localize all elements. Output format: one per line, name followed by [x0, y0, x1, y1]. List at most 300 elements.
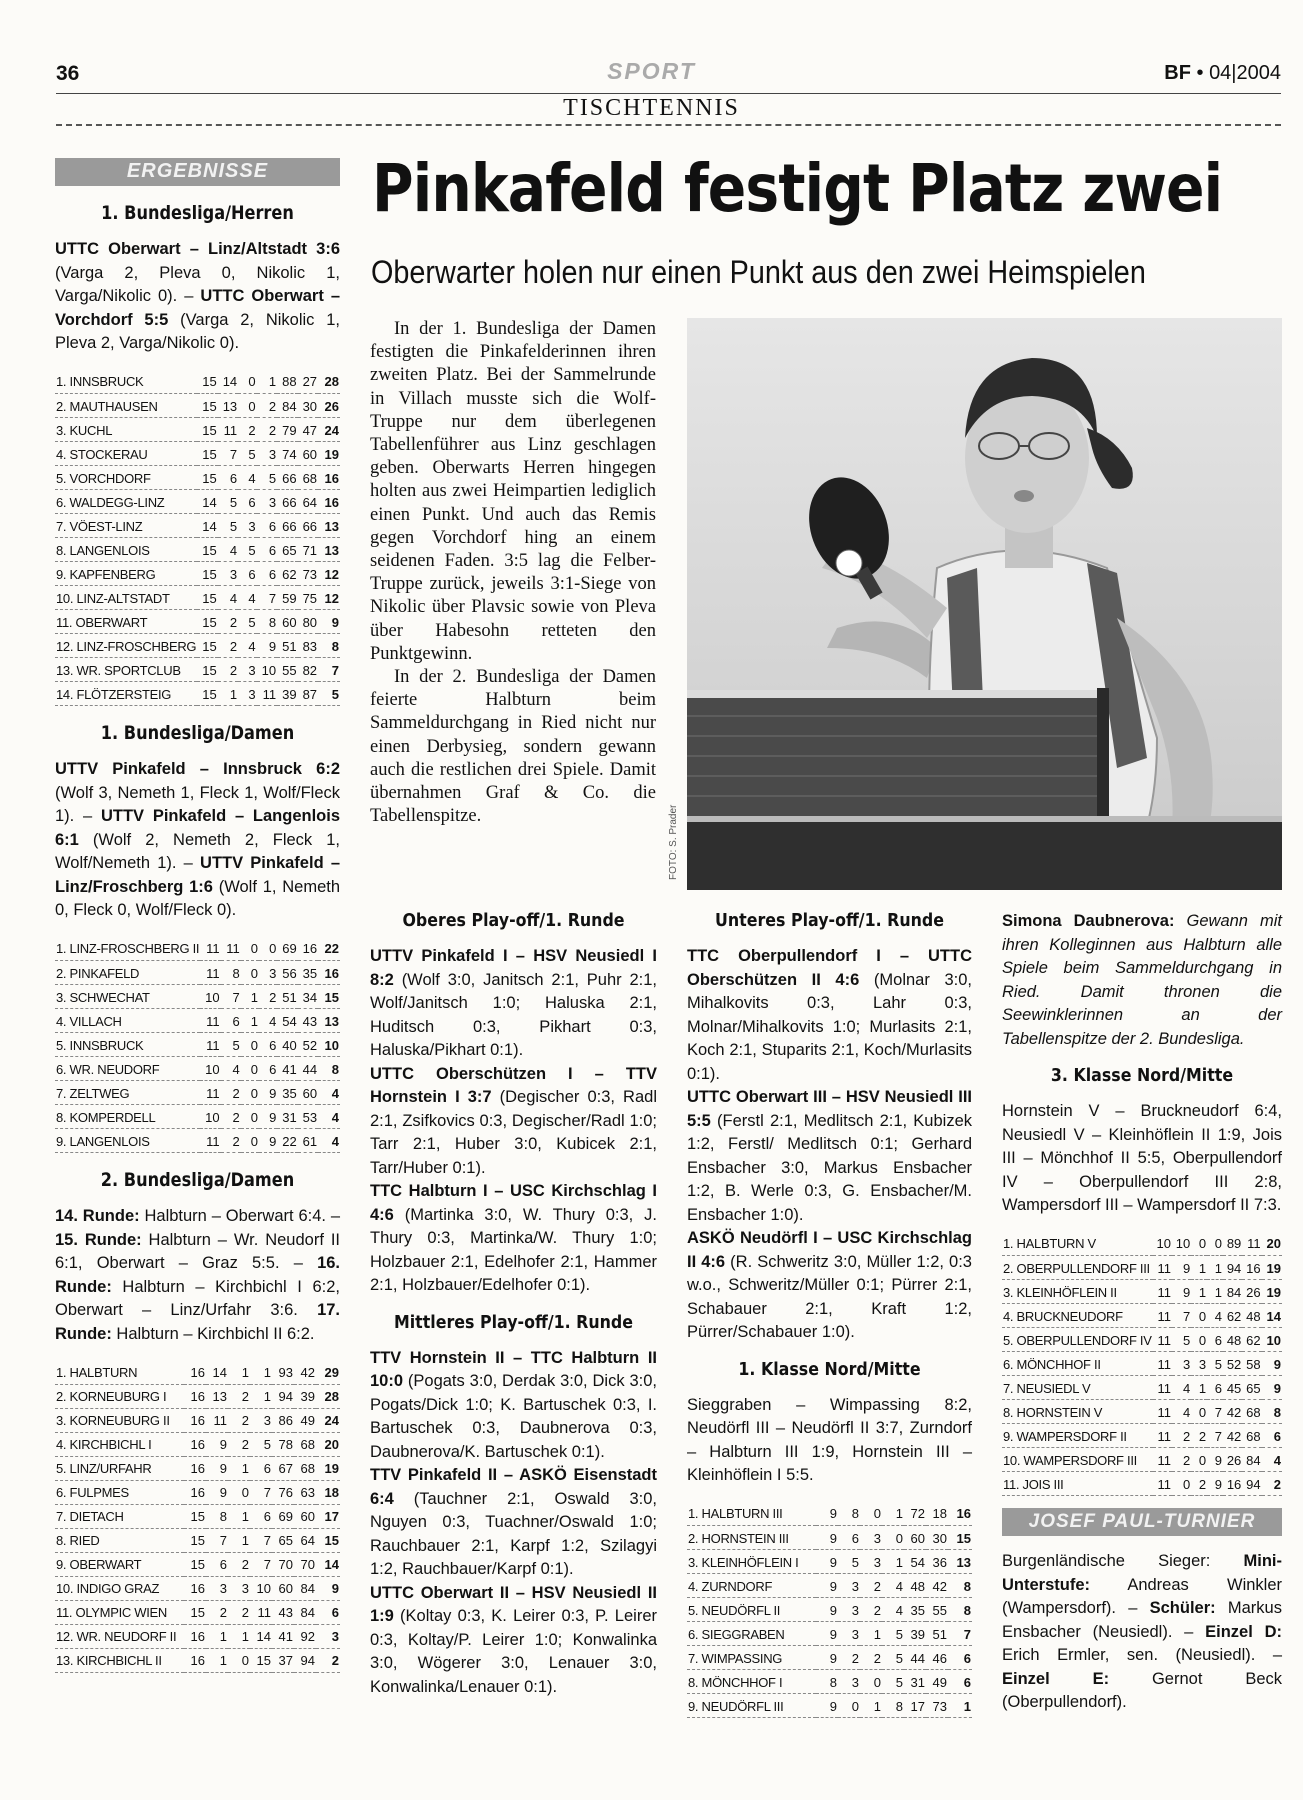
stat-cell: 70 — [294, 1552, 316, 1576]
match-report — [370, 1582, 657, 1700]
table-row — [55, 1033, 340, 1057]
team-name: 1. HALBTURN III — [687, 1502, 816, 1526]
stat-cell: 80 — [298, 610, 318, 634]
stat-cell: 10 — [200, 1105, 220, 1129]
stat-cell: 10 — [200, 1057, 220, 1081]
stat-cell: 39 — [904, 1622, 926, 1646]
match-detail: (Tauchner 2:1, Oswald 3:0, Nguyen 0:3, Tuachner/Oswald 1:0; Rauchbauer 2:1, Karpf 1:2, Szilagyi 1:2, Rauchbauer/Karpf 0:1). — [370, 1489, 657, 1578]
team-name: 4. ZURNDORF — [687, 1574, 816, 1598]
table-row — [55, 370, 340, 394]
team-name: 5. NEUDÖRFL II — [687, 1598, 816, 1622]
stat-cell: 6 — [221, 1009, 241, 1033]
table-row — [55, 658, 340, 682]
stat-cell: 27 — [298, 370, 318, 394]
oberes-playoff-column — [370, 910, 657, 1699]
stat-cell: 1 — [860, 1622, 882, 1646]
stat-cell: 35 — [904, 1598, 926, 1622]
stat-cell: 39 — [294, 1384, 316, 1408]
stat-cell: 14 — [250, 1624, 272, 1648]
stat-cell: 11 — [1153, 1304, 1172, 1328]
round-label: 17. Runde: — [55, 1301, 340, 1343]
table-row — [55, 1408, 340, 1432]
stat-cell: 2 — [228, 1408, 250, 1432]
stat-cell: 67 — [272, 1456, 294, 1480]
stat-cell: 0 — [238, 370, 256, 394]
table-row — [1002, 1280, 1282, 1304]
team-name: 9. KAPFENBERG — [55, 562, 197, 586]
table-row — [1002, 1400, 1282, 1424]
stat-cell: 11 — [206, 1408, 228, 1432]
stat-cell: 11 — [1153, 1424, 1172, 1448]
team-name: 8. LANGENLOIS — [55, 538, 197, 562]
article-paragraph: In der 2. Bundesliga der Damen feierte Halbturn beim Sammeldurchgang in Ried nicht nur einen Derbysieg, sondern gewann auch die restlichen drei Spiele. Damit übernahmen Graf & Co. die Tabellenspitze. — [370, 667, 656, 827]
stat-cell: 10 — [1153, 1232, 1172, 1256]
match-report — [687, 1227, 972, 1345]
stat-cell: 16 — [1242, 1256, 1261, 1280]
table-row — [55, 1480, 340, 1504]
article-subheadline: Oberwarter holen nur einen Punkt aus den zwei Heimspielen — [371, 254, 1146, 290]
points-cell: 28 — [316, 1384, 340, 1408]
stat-cell: 15 — [250, 1648, 272, 1672]
stat-cell: 68 — [294, 1432, 316, 1456]
points-cell: 8 — [948, 1574, 972, 1598]
stat-cell: 9 — [1207, 1448, 1223, 1472]
stat-cell: 4 — [238, 586, 256, 610]
stat-cell: 71 — [298, 538, 318, 562]
damen-results-text — [55, 758, 340, 923]
category-winner: Markus Ensbacher (Neusiedl). – — [1002, 1599, 1282, 1641]
stat-cell: 1 — [228, 1456, 250, 1480]
team-name: 10. WAMPERSDORF III — [1002, 1448, 1153, 1472]
stat-cell: 1 — [1207, 1256, 1223, 1280]
stat-cell: 2 — [228, 1432, 250, 1456]
table-row — [687, 1502, 972, 1526]
match-result: TTV Pinkafeld II – ASKÖ Eisenstadt 6:4 — [370, 1466, 657, 1508]
table-row — [687, 1598, 972, 1622]
stat-cell: 41 — [277, 1057, 297, 1081]
table-row — [55, 1600, 340, 1624]
points-cell: 26 — [318, 394, 340, 418]
stat-cell: 6 — [257, 562, 277, 586]
table-row — [55, 394, 340, 418]
round-text: Halbturn – Kirchbichl II 6:2. — [111, 1324, 315, 1343]
table-row — [55, 1648, 340, 1672]
points-cell: 6 — [316, 1600, 340, 1624]
stat-cell: 66 — [277, 466, 297, 490]
stat-cell: 0 — [1172, 1472, 1191, 1496]
stat-cell: 84 — [1242, 1448, 1261, 1472]
stat-cell: 6 — [257, 514, 277, 538]
team-name: 4. BRUCKNEUDORF — [1002, 1304, 1153, 1328]
stat-cell: 7 — [250, 1552, 272, 1576]
stat-cell: 9 — [206, 1480, 228, 1504]
table-row — [55, 985, 340, 1009]
match-detail: (Molnar 3:0, Mihalkovits 0:3, Lahr 0:3, Molnar/Mihalkovits 1:0; Murlasits 2:1, Koch 2:1, Stuparits 2:1, Koch/Murlasits 0:1). — [687, 970, 972, 1083]
match-report — [687, 945, 972, 1086]
points-cell: 4 — [318, 1105, 340, 1129]
points-cell: 5 — [318, 682, 340, 706]
stat-cell: 70 — [272, 1552, 294, 1576]
table-row — [55, 466, 340, 490]
points-cell: 7 — [318, 658, 340, 682]
team-name: 4. STOCKERAU — [55, 442, 197, 466]
stat-cell: 60 — [904, 1526, 926, 1550]
stat-cell: 49 — [926, 1670, 948, 1694]
section-name: SPORT — [607, 58, 696, 84]
stat-cell: 2 — [221, 1129, 241, 1153]
stat-cell: 15 — [184, 1504, 206, 1528]
stat-cell: 47 — [298, 418, 318, 442]
stat-cell: 0 — [1191, 1448, 1207, 1472]
stat-cell: 13 — [206, 1384, 228, 1408]
stat-cell: 63 — [294, 1480, 316, 1504]
stat-cell: 26 — [1223, 1448, 1242, 1472]
match-result: ASKÖ Neudörfl I – USC Kirchschlag II 4:6 — [687, 1229, 972, 1271]
points-cell: 4 — [1262, 1448, 1282, 1472]
points-cell: 16 — [318, 490, 340, 514]
standings-table — [55, 937, 340, 1154]
stat-cell: 14 — [206, 1360, 228, 1384]
stat-cell: 65 — [1242, 1376, 1261, 1400]
standings-table — [687, 1502, 972, 1719]
stat-cell: 2 — [257, 418, 277, 442]
table-row — [1002, 1352, 1282, 1376]
stat-cell: 11 — [1153, 1400, 1172, 1424]
table-row — [687, 1550, 972, 1574]
match-detail: (Wolf 1, Nemeth 0, Fleck 0, Wolf/Fleck 0). — [55, 877, 341, 919]
match-result: UTTV Pinkafeld – Linz/Froschberg 1:6 — [55, 854, 340, 896]
team-name: 3. KLEINHÖFLEIN I — [687, 1550, 816, 1574]
stat-cell: 15 — [184, 1528, 206, 1552]
team-name: 5. VORCHDORF — [55, 466, 197, 490]
stat-cell: 5 — [882, 1670, 904, 1694]
stat-cell: 94 — [1242, 1472, 1261, 1496]
stat-cell: 78 — [272, 1432, 294, 1456]
stat-cell: 48 — [1242, 1304, 1261, 1328]
stat-cell: 2 — [221, 1081, 241, 1105]
stat-cell: 6 — [238, 490, 256, 514]
team-name: 12. LINZ-FROSCHBERG — [55, 634, 197, 658]
stat-cell: 15 — [197, 562, 217, 586]
stat-cell: 11 — [200, 937, 220, 961]
stat-cell: 16 — [184, 1648, 206, 1672]
stat-cell: 9 — [206, 1432, 228, 1456]
points-cell: 13 — [318, 514, 340, 538]
stat-cell: 4 — [221, 1057, 241, 1081]
stat-cell: 4 — [238, 634, 256, 658]
team-name: 6. MÖNCHHOF II — [1002, 1352, 1153, 1376]
stat-cell: 61 — [298, 1129, 318, 1153]
match-report — [370, 1180, 657, 1298]
stat-cell: 11 — [1153, 1472, 1172, 1496]
stat-cell: 2 — [860, 1598, 882, 1622]
table-row — [1002, 1256, 1282, 1280]
stat-cell: 15 — [197, 466, 217, 490]
stat-cell: 3 — [838, 1670, 860, 1694]
stat-cell: 10 — [250, 1576, 272, 1600]
stat-cell: 7 — [250, 1528, 272, 1552]
stat-cell: 9 — [259, 1129, 277, 1153]
points-cell: 4 — [318, 1129, 340, 1153]
team-name: 10. INDIGO GRAZ — [55, 1576, 184, 1600]
category-winner: Erich Ermler, sen. (Neusiedl). – — [1002, 1646, 1282, 1664]
table-row — [1002, 1472, 1282, 1496]
points-cell: 9 — [1262, 1352, 1282, 1376]
stat-cell: 14 — [218, 370, 238, 394]
points-cell: 3 — [316, 1624, 340, 1648]
stat-cell: 4 — [1172, 1376, 1191, 1400]
points-cell: 19 — [1262, 1280, 1282, 1304]
stat-cell: 11 — [1153, 1280, 1172, 1304]
stat-cell: 4 — [882, 1574, 904, 1598]
team-name: 9. WAMPERSDORF II — [1002, 1424, 1153, 1448]
stat-cell: 22 — [277, 1129, 297, 1153]
stat-cell: 5 — [882, 1646, 904, 1670]
stat-cell: 16 — [184, 1408, 206, 1432]
stat-cell: 9 — [206, 1456, 228, 1480]
stat-cell: 17 — [904, 1694, 926, 1718]
points-cell: 12 — [318, 586, 340, 610]
caption-column — [1002, 910, 1282, 1715]
stat-cell: 3 — [238, 658, 256, 682]
stat-cell: 69 — [272, 1504, 294, 1528]
stat-cell: 5 — [1207, 1352, 1223, 1376]
points-cell: 28 — [318, 370, 340, 394]
match-report — [370, 945, 657, 1063]
stat-cell: 16 — [184, 1576, 206, 1600]
dashed-divider — [56, 124, 1281, 126]
team-name: 7. WIMPASSING — [687, 1646, 816, 1670]
stat-cell: 45 — [1223, 1376, 1242, 1400]
category-label: Schüler: — [1149, 1599, 1216, 1617]
stat-cell: 2 — [1191, 1472, 1207, 1496]
stat-cell: 56 — [277, 961, 297, 985]
stat-cell: 62 — [277, 562, 297, 586]
stat-cell: 1 — [1191, 1376, 1207, 1400]
stat-cell: 6 — [206, 1552, 228, 1576]
stat-cell: 3 — [1191, 1352, 1207, 1376]
match-result: UTTC Oberwart II – HSV Neusiedl II 1:9 — [370, 1583, 657, 1625]
stat-cell: 2 — [218, 634, 238, 658]
stat-cell: 7 — [1207, 1424, 1223, 1448]
section-heading: Oberes Play-off/1. Runde — [402, 910, 625, 931]
team-name: 2. KORNEUBURG I — [55, 1384, 184, 1408]
stat-cell: 9 — [1172, 1280, 1191, 1304]
points-cell: 24 — [316, 1408, 340, 1432]
stat-cell: 11 — [250, 1600, 272, 1624]
stat-cell: 0 — [1191, 1304, 1207, 1328]
stat-cell: 3 — [206, 1576, 228, 1600]
points-cell: 19 — [318, 442, 340, 466]
stat-cell: 3 — [257, 442, 277, 466]
team-name: 1. INNSBRUCK — [55, 370, 197, 394]
stat-cell: 2 — [257, 394, 277, 418]
stat-cell: 8 — [838, 1502, 860, 1526]
stat-cell: 1 — [206, 1624, 228, 1648]
stat-cell: 14 — [197, 490, 217, 514]
stat-cell: 16 — [184, 1384, 206, 1408]
stat-cell: 2 — [1172, 1448, 1191, 1472]
stat-cell: 2 — [218, 610, 238, 634]
category-label: Mini-Unterstufe: — [1002, 1552, 1282, 1594]
match-result: UTTV Pinkafeld – Langenlois 6:1 — [55, 807, 340, 849]
stat-cell: 35 — [298, 961, 318, 985]
stat-cell: 15 — [197, 538, 217, 562]
team-name: 13. WR. SPORTCLUB — [55, 658, 197, 682]
stat-cell: 4 — [1207, 1304, 1223, 1328]
stat-cell: 55 — [277, 658, 297, 682]
stat-cell: 49 — [294, 1408, 316, 1432]
stat-cell: 0 — [1207, 1232, 1223, 1256]
stat-cell: 5 — [838, 1550, 860, 1574]
stat-cell: 62 — [1223, 1304, 1242, 1328]
stat-cell: 1 — [1191, 1280, 1207, 1304]
table-row — [1002, 1328, 1282, 1352]
table-row — [55, 562, 340, 586]
stat-cell: 13 — [218, 394, 238, 418]
points-cell: 13 — [318, 538, 340, 562]
stat-cell: 92 — [294, 1624, 316, 1648]
stat-cell: 6 — [259, 1057, 277, 1081]
stat-cell: 16 — [1223, 1472, 1242, 1496]
table-row — [687, 1646, 972, 1670]
table-row — [55, 1129, 340, 1153]
stat-cell: 1 — [1191, 1256, 1207, 1280]
stat-cell: 51 — [277, 985, 297, 1009]
stat-cell: 60 — [298, 442, 318, 466]
stat-cell: 6 — [218, 466, 238, 490]
team-name: 8. HORNSTEIN V — [1002, 1400, 1153, 1424]
match-detail: (Martinka 3:0, W. Thury 0:3, J. Thury 0:3, Martinka/W. Thury 1:0; Holzbauer 2:1, Edelhofer 2:1, Hammer 2:1, Holzbauer/Edelhofer 0:1). — [370, 1205, 657, 1294]
stat-cell: 68 — [1242, 1424, 1261, 1448]
stat-cell: 11 — [200, 1129, 220, 1153]
points-cell: 14 — [316, 1552, 340, 1576]
stat-cell: 74 — [277, 442, 297, 466]
stat-cell: 1 — [1207, 1280, 1223, 1304]
stat-cell: 66 — [277, 514, 297, 538]
table-row — [1002, 1376, 1282, 1400]
table-row — [55, 961, 340, 985]
table-row — [55, 1528, 340, 1552]
stat-cell: 3 — [838, 1574, 860, 1598]
stat-cell: 11 — [1153, 1328, 1172, 1352]
stat-cell: 15 — [197, 442, 217, 466]
table-row — [55, 538, 340, 562]
team-name: 7. VÖEST-LINZ — [55, 514, 197, 538]
stat-cell: 48 — [904, 1574, 926, 1598]
team-name: 6. SIEGGRABEN — [687, 1622, 816, 1646]
stat-cell: 2 — [1191, 1424, 1207, 1448]
stat-cell: 1 — [241, 985, 259, 1009]
stat-cell: 46 — [926, 1646, 948, 1670]
match-result: UTTC Oberwart III – HSV Neusiedl III 5:5 — [687, 1088, 972, 1130]
table-row — [55, 1057, 340, 1081]
points-cell: 2 — [316, 1648, 340, 1672]
stat-cell: 9 — [1207, 1472, 1223, 1496]
table-row — [687, 1622, 972, 1646]
table-row — [55, 1384, 340, 1408]
stat-cell: 0 — [860, 1670, 882, 1694]
team-name: 4. KIRCHBICHL I — [55, 1432, 184, 1456]
points-cell: 1 — [948, 1694, 972, 1718]
team-name: 11. JOIS III — [1002, 1472, 1153, 1496]
table-row — [55, 1504, 340, 1528]
table-row — [55, 1576, 340, 1600]
unteres-playoff-column — [687, 910, 972, 1718]
stat-cell: 79 — [277, 418, 297, 442]
stat-cell: 1 — [250, 1360, 272, 1384]
team-name: 7. ZELTWEG — [55, 1081, 200, 1105]
stat-cell: 2 — [228, 1600, 250, 1624]
section-heading: 3. Klasse Nord/Mitte — [1050, 1065, 1234, 1086]
stat-cell: 2 — [218, 658, 238, 682]
stat-cell: 62 — [1242, 1328, 1261, 1352]
player-illustration — [687, 318, 1282, 890]
stat-cell: 5 — [218, 490, 238, 514]
stat-cell: 64 — [294, 1528, 316, 1552]
stat-cell: 5 — [1172, 1328, 1191, 1352]
stat-cell: 10 — [1172, 1232, 1191, 1256]
stat-cell: 9 — [816, 1574, 838, 1598]
results-column — [55, 158, 340, 1673]
stat-cell: 9 — [816, 1502, 838, 1526]
stat-cell: 2 — [221, 1105, 241, 1129]
stat-cell: 3 — [238, 514, 256, 538]
stat-cell: 11 — [200, 961, 220, 985]
stat-cell: 42 — [1223, 1424, 1242, 1448]
stat-cell: 0 — [1191, 1232, 1207, 1256]
stat-cell: 5 — [238, 538, 256, 562]
stat-cell: 9 — [1172, 1256, 1191, 1280]
category-winner: Andreas Winkler (Wampersdorf). – — [1002, 1575, 1282, 1617]
stat-cell: 15 — [197, 394, 217, 418]
team-name: 10. LINZ-ALTSTADT — [55, 586, 197, 610]
stat-cell: 16 — [184, 1480, 206, 1504]
stat-cell: 2 — [228, 1384, 250, 1408]
stat-cell: 36 — [926, 1550, 948, 1574]
stat-cell: 1 — [228, 1528, 250, 1552]
stat-cell: 59 — [277, 586, 297, 610]
stat-cell: 11 — [200, 1081, 220, 1105]
issue-number: 04|2004 — [1209, 62, 1281, 84]
points-cell: 13 — [948, 1550, 972, 1574]
stat-cell: 0 — [241, 937, 259, 961]
match-detail: (Degischer 0:3, Radl 2:1, Zsifkovics 0:3, Degischer/Radl 1:0; Tarr 2:1, Huber 3:0, Kubicek 2:1, Tarr/Huber 0:1). — [370, 1088, 657, 1177]
stat-cell: 60 — [294, 1504, 316, 1528]
team-name: 3. KLEINHÖFLEIN II — [1002, 1280, 1153, 1304]
stat-cell: 15 — [197, 370, 217, 394]
points-cell: 16 — [948, 1502, 972, 1526]
stat-cell: 3 — [257, 490, 277, 514]
stat-cell: 2 — [860, 1646, 882, 1670]
stat-cell: 86 — [272, 1408, 294, 1432]
stat-cell: 18 — [926, 1502, 948, 1526]
table-row — [55, 490, 340, 514]
match-detail: (Wolf 3, Nemeth 1, Fleck 1, Wolf/Fleck 1). – — [55, 783, 340, 825]
stat-cell: 5 — [238, 442, 256, 466]
stat-cell: 82 — [298, 658, 318, 682]
caption-name: Simona Daubnerova: — [1002, 912, 1175, 930]
stat-cell: 3 — [250, 1408, 272, 1432]
stat-cell: 5 — [238, 610, 256, 634]
team-name: 6. FULPMES — [55, 1480, 184, 1504]
stat-cell: 8 — [206, 1504, 228, 1528]
stat-cell: 65 — [272, 1528, 294, 1552]
points-cell: 8 — [948, 1598, 972, 1622]
stat-cell: 6 — [238, 562, 256, 586]
results-banner: ERGEBNISSE — [55, 158, 340, 186]
stat-cell: 5 — [221, 1033, 241, 1057]
